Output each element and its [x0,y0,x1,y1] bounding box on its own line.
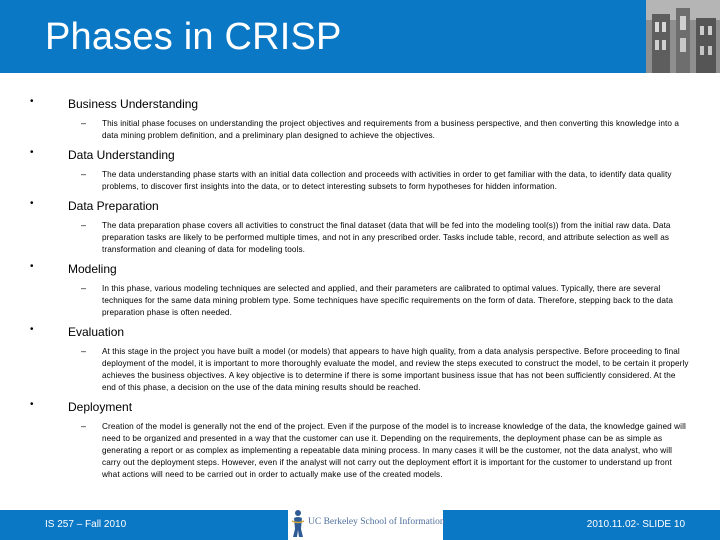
phase-list [30,96,690,481]
slide-title: Phases in CRISP [45,16,342,58]
phase-description: This initial phase focuses on understanding the project objectives and requirements from a business perspective, and then converting this knowledge into a data mining problem definition, and a preliminary plan designed to achieve the objectives. [102,119,680,140]
phase-description: At this stage in the project you have built a model (or models) that appears to have high quality, from a data analysis perspective. Before proceeding to final deployment of the model, it is important to more thoroughly evaluate the model, and review the steps executed to construct the model, to be certain it properly achieves the business objectives. A key objective is to determine if there is some important business issue that has not been sufficiently considered. At the end of this phase, a decision on the use of the data mining results should be reached. [102,347,689,392]
bullet-icon: • [30,399,34,410]
list-item [30,324,690,394]
phase-description: The data understanding phase starts with an initial data collection and proceeds with activities in order to get familiar with the data, to identify data quality problems, to discover first insights into the data, or to detect interesting subsets to form hypotheses for hidden information. [102,170,672,191]
list-item [30,198,690,256]
bullet-icon: • [30,198,34,209]
bullet-icon: • [30,324,34,335]
phase-heading: Deployment [68,400,133,414]
school-logo [288,507,443,540]
bullet-icon: • [30,147,34,158]
dash-icon: – [81,283,87,293]
dash-icon: – [81,169,87,179]
dash-icon: – [81,118,87,128]
logo-text: UC Berkeley School of Information [308,517,445,527]
dash-icon: – [81,220,87,230]
dash-icon: – [81,346,87,356]
figure-logo-icon [291,509,305,539]
phase-heading: Evaluation [68,325,125,339]
bullet-icon: • [30,96,34,107]
phase-heading: Data Preparation [68,199,159,213]
phase-heading: Modeling [68,262,117,276]
bullet-icon: • [30,261,34,272]
title-bar [0,0,720,73]
list-item [30,261,690,319]
list-item [30,399,690,481]
course-label: IS 257 – Fall 2010 [45,519,127,530]
phase-description: The data preparation phase covers all activities to construct the final dataset (data that will be fed into the modeling tool(s)) from the initial raw data. Data preparation tasks are likely to be performed multiple times, and not in any prescribed order. Tasks include table, record, and attribute selection as well as transformation and cleaning of data for modeling tools. [102,221,671,254]
phase-heading: Business Understanding [68,97,199,111]
building-photo [646,0,720,73]
list-item [30,96,690,142]
phase-heading: Data Understanding [68,148,175,162]
dash-icon: – [81,421,87,431]
phase-description: Creation of the model is generally not the end of the project. Even if the purpose of the model is to increase knowledge of the data, the knowledge gained will need to be organized and presented in a way that the customer can use it. Depending on the requirements, the deployment phase can be as simple as generating a report or as complex as implementing a repeatable data mining process. In many cases it will be the customer, not the data analyst, who will carry out the deployment steps. However, even if the analyst will not carry out the deployment effort it is important for the customer to understand up front what actions will need to be carried out in order to actually make use of the created models. [102,422,686,479]
list-item [30,147,690,193]
slide-number: 2010.11.02- SLIDE 10 [586,519,685,530]
phase-description: In this phase, various modeling techniques are selected and applied, and their parameters are calibrated to optimal values. Typically, there are several techniques for the same data mining problem type. Some techniques have specific requirements on the form of data. Therefore, stepping back to the data preparation phase is often needed. [102,284,674,317]
